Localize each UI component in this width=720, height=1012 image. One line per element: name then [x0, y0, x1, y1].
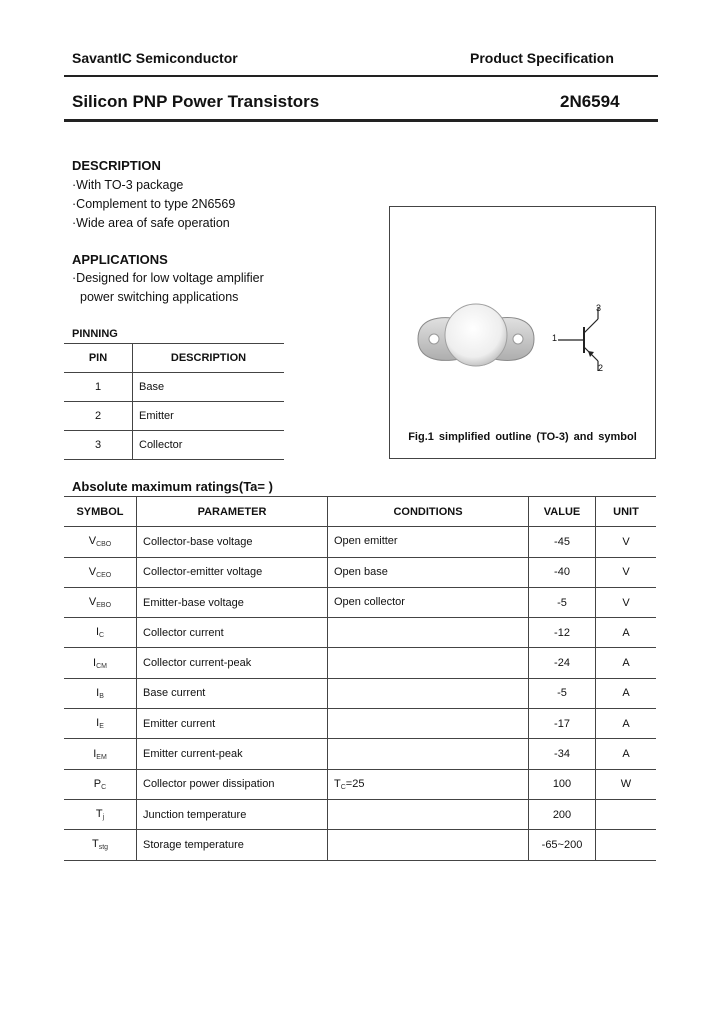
symbol-subscript: B — [99, 692, 104, 700]
symbol-subscript: C — [101, 783, 107, 791]
figure-box — [389, 206, 656, 459]
conditions-cell — [328, 709, 529, 739]
table-row — [64, 709, 656, 739]
parameter-header: PARAMETER — [137, 497, 328, 527]
unit-cell: V — [596, 527, 657, 557]
conditions-cell — [328, 678, 529, 708]
symbol-cell — [64, 769, 137, 799]
table-row — [64, 557, 656, 587]
applications-item: ·Designed for low voltage amplifier — [72, 271, 264, 285]
parameter-cell: Collector current-peak — [137, 648, 328, 678]
symbol-subscript: E — [99, 723, 104, 731]
unit-header: UNIT — [596, 497, 657, 527]
table-row — [64, 527, 656, 557]
pnp-transistor-symbol — [550, 299, 640, 389]
parameter-cell: Emitter current-peak — [137, 739, 328, 769]
pin-description: Base — [133, 373, 285, 402]
description-title: DESCRIPTION — [72, 158, 161, 173]
pin-number: 1 — [64, 373, 133, 402]
symbol-letter: T — [91, 838, 99, 851]
value-cell: -5 — [529, 587, 596, 617]
value-cell: -17 — [529, 709, 596, 739]
parameter-cell: Base current — [137, 678, 328, 708]
value-header: VALUE — [529, 497, 596, 527]
parameter-cell: Storage temperature — [137, 830, 328, 860]
unit-cell: V — [596, 557, 657, 587]
unit-cell: A — [596, 618, 657, 648]
symbol-cell — [64, 830, 137, 860]
pin-label-2: 2 — [598, 363, 604, 373]
symbol-letter: I — [95, 626, 99, 639]
symbol-cell — [64, 678, 137, 708]
part-number: 2N6594 — [560, 92, 620, 111]
symbol-letter: T — [95, 808, 103, 821]
condition-subscript: C — [340, 783, 346, 791]
symbol-subscript: EBO — [96, 602, 112, 610]
pin-label-1: 1 — [552, 333, 558, 343]
table-header-row — [64, 497, 656, 527]
desc-header: DESCRIPTION — [133, 344, 285, 373]
symbol-letter: V — [88, 596, 97, 609]
applications-list — [72, 269, 264, 307]
value-cell: -5 — [529, 678, 596, 708]
table-row — [64, 618, 656, 648]
description-item: ·Wide area of safe operation — [72, 216, 230, 230]
unit-cell: W — [596, 769, 657, 799]
symbol-letter: V — [88, 565, 97, 578]
value-cell: 100 — [529, 769, 596, 799]
unit-cell: A — [596, 709, 657, 739]
symbol-subscript: CBO — [96, 541, 112, 549]
description-item: ·With TO-3 package — [72, 178, 184, 192]
conditions-header: CONDITIONS — [328, 497, 529, 527]
parameter-cell: Collector-base voltage — [137, 527, 328, 557]
symbol-subscript: C — [99, 632, 105, 640]
description-list — [72, 176, 235, 233]
condition-tail: =25 — [345, 777, 365, 790]
table-row — [64, 648, 656, 678]
applications-item: power switching applications — [80, 290, 239, 304]
conditions-cell — [328, 769, 529, 799]
symbol-letter: I — [96, 686, 100, 699]
symbol-subscript: stg — [98, 844, 109, 852]
table-row — [64, 678, 656, 708]
unit-cell: A — [596, 739, 657, 769]
table-row — [64, 587, 656, 617]
pin-label-3: 3 — [596, 303, 602, 313]
ratings-title: Absolute maximum ratings(Ta= ) — [72, 479, 273, 494]
symbol-subscript: CM — [96, 662, 107, 670]
pinning-table — [64, 343, 284, 460]
value-cell: -34 — [529, 739, 596, 769]
pin-header: PIN — [64, 344, 133, 373]
symbol-cell — [64, 618, 137, 648]
product-line: Silicon PNP Power Transistors — [72, 92, 320, 111]
symbol-subscript: j — [102, 814, 105, 822]
parameter-cell: Collector power dissipation — [137, 769, 328, 799]
conditions-cell — [328, 527, 529, 557]
parameter-cell: Emitter-base voltage — [137, 587, 328, 617]
conditions-cell — [328, 618, 529, 648]
value-cell: -12 — [529, 618, 596, 648]
symbol-cell — [64, 557, 137, 587]
symbol-cell — [64, 527, 137, 557]
applications-title: APPLICATIONS — [72, 252, 168, 267]
ratings-table — [64, 496, 656, 861]
conditions-cell — [328, 557, 529, 587]
table-header-row — [64, 344, 284, 373]
conditions-cell — [328, 830, 529, 860]
parameter-cell: Collector current — [137, 618, 328, 648]
symbol-letter: V — [88, 535, 97, 548]
conditions-cell — [328, 739, 529, 769]
symbol-subscript: CEO — [96, 571, 112, 579]
company-name: SavantIC Semiconductor — [72, 50, 238, 66]
symbol-cell — [64, 799, 137, 829]
header-rule-bottom — [64, 119, 658, 122]
unit-cell: V — [596, 587, 657, 617]
symbol-letter: I — [93, 747, 97, 760]
condition-text: Open emitter — [334, 535, 398, 548]
parameter-cell: Collector-emitter voltage — [137, 557, 328, 587]
table-row — [64, 402, 284, 431]
table-row — [64, 830, 656, 860]
value-cell: -24 — [529, 648, 596, 678]
table-row — [64, 373, 284, 402]
symbol-cell — [64, 739, 137, 769]
conditions-cell — [328, 587, 529, 617]
ratings-body — [64, 527, 656, 860]
table-row — [64, 799, 656, 829]
condition-text: T — [334, 777, 341, 790]
parameter-cell: Emitter current — [137, 709, 328, 739]
unit-cell: A — [596, 648, 657, 678]
parameter-cell: Junction temperature — [137, 799, 328, 829]
pin-number: 2 — [64, 402, 133, 431]
value-cell: 200 — [529, 799, 596, 829]
table-row — [64, 769, 656, 799]
conditions-cell — [328, 799, 529, 829]
pin-number: 3 — [64, 431, 133, 460]
symbol-cell — [64, 587, 137, 617]
doc-type: Product Specification — [470, 50, 614, 66]
condition-text: Open collector — [334, 596, 405, 609]
value-cell: -40 — [529, 557, 596, 587]
conditions-cell — [328, 648, 529, 678]
condition-text: Open base — [334, 565, 388, 578]
symbol-letter: I — [93, 656, 97, 669]
symbol-cell — [64, 709, 137, 739]
value-cell: -65~200 — [529, 830, 596, 860]
pin-description: Emitter — [133, 402, 285, 431]
description-item: ·Complement to type 2N6569 — [72, 197, 236, 211]
pinning-title: PINNING — [72, 328, 118, 340]
symbol-letter: P — [93, 777, 102, 790]
table-row — [64, 431, 284, 460]
symbol-letter: I — [96, 717, 100, 730]
value-cell: -45 — [529, 527, 596, 557]
symbol-subscript: EM — [96, 753, 107, 761]
pin-description: Collector — [133, 431, 285, 460]
unit-cell — [596, 799, 657, 829]
figure-caption: Fig.1 simplified outline (TO-3) and symbol — [408, 431, 637, 443]
symbol-cell — [64, 648, 137, 678]
symbol-header: SYMBOL — [64, 497, 137, 527]
unit-cell: A — [596, 678, 657, 708]
table-row — [64, 739, 656, 769]
header-rule-top — [64, 75, 658, 77]
unit-cell — [596, 830, 657, 860]
